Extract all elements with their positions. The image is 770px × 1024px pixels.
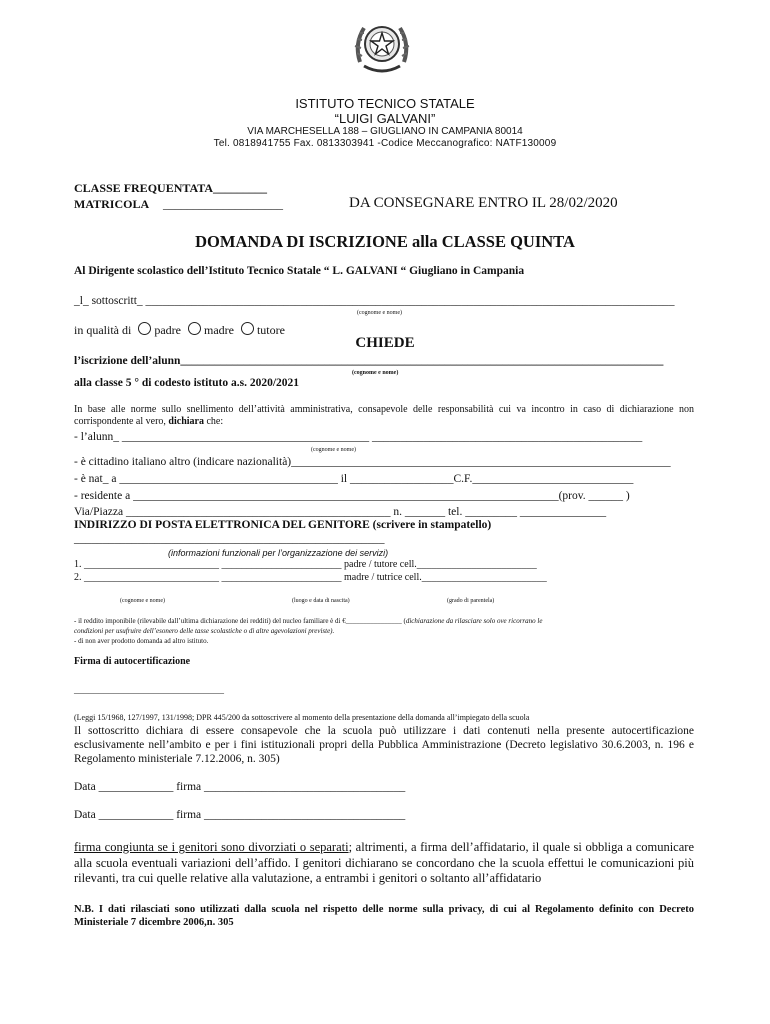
madre-label: madre [203,323,234,337]
student-name-caption: (cognome e nome) [352,370,399,376]
legal-paragraph: Il sottoscritto dichiara di essere consapevole che la scuola può utilizzare i dati contenuti nella presente autocertificazione esclusivamente nell’ambito e per i fini istituzionali propri della Pubblica Amministrazione (Decreto legislativo 30.6.2003, n. 196 e Regolamento ministeriale 7.12.2006, n. 305) [74,725,694,765]
school-type: ISTITUTO TECNICO STATALE [295,96,475,111]
signature-field[interactable]: ______________________________ [74,684,224,695]
parent-birth-caption: (luogo e data di nascita) [292,598,350,604]
date-signature-row-1[interactable]: Data _____________ firma ___________________________________ [74,781,406,793]
deadline-note: DA CONSEGNARE ENTRO IL 28/02/2020 [349,195,618,211]
addressee: Al Dirigente scolastico dell’Istituto Tecnico Statale “ L. GALVANI “ Giugliano in Campania [74,265,525,277]
school-name: “LUIGI GALVANI” [334,111,436,126]
income-line-1[interactable]: - il reddito imponibile (rilevabile dall’ultima dichiarazione dei redditi) del nucleo familiare è di €________________ (dichiarazione da rilasciare solo ove ricorrano le [74,617,543,625]
legal-small: (Leggi 15/1968, 127/1997, 131/1998; DPR 445/200 da sottoscrivere al momento della presentazione della domanda all’impiegato della scuola [74,713,530,722]
birth-field[interactable]: - è nat_ a ______________________________________ il __________________C.F.____________________________ [74,473,634,485]
matricola-label: MATRICOLA [74,197,150,211]
classe-frequentata-field[interactable]: CLASSE FREQUENTATA_________ [74,181,268,195]
matricola-field[interactable]: ____________________ [163,197,283,211]
padre-label: padre [154,323,181,337]
email-heading: INDIRIZZO DI POSTA ELETTRONICA DEL GENITORE (scrivere in stampatello) [74,519,492,531]
padre-radio[interactable] [138,322,151,335]
emblem-icon [350,16,414,76]
parent-row-1[interactable]: 1. ___________________________ ________________________ padre / tutore cell.________________________ [74,559,537,570]
class-line: alla classe 5 ° di codesto istituto a.s. 2020/2021 [74,377,300,389]
declaration-intro: In base alle norme sullo snellimento dell’attività amministrativa, consapevole delle responsabilità cui va incontro in caso di dichiarazione non corrispondente al vero, dichiara che: [74,404,694,427]
date-signature-row-2[interactable]: Data _____________ firma ___________________________________ [74,809,406,821]
citizenship-field[interactable]: - è cittadino italiano altro (indicare nazionalità)__________________________________________________________________ [74,456,671,468]
role-prefix: in qualità di [74,323,132,337]
parent-relation-caption: (grado di parentela) [447,598,495,604]
applicant-name-caption: (cognome e nome) [357,310,402,316]
applicant-name-field[interactable]: _l_ sottoscritt_ ____________________________________________________________________________________________ [74,295,675,307]
privacy-note: N.B. I dati rilasciati sono utilizzati dalla scuola nel rispetto delle norme sulla privacy, di cui al Regolamento definito con Decreto Ministeriale 7 dicembre 2006,n. 305 [74,904,694,928]
parent-name-caption: (cognome e nome) [120,598,165,604]
madre-radio[interactable] [188,322,201,335]
residence-field[interactable]: - residente a __________________________________________________________________________(prov. ______ ) [74,490,630,502]
income-line-3: - di non aver prodotto domanda ad altro istituto. [74,637,209,645]
tutore-radio[interactable] [241,322,254,335]
income-line-2: condizioni per usufruire dell’esonero delle tasse scolastiche o di altre agevolazioni previste). [74,627,335,635]
address-field[interactable]: Via/Piazza ______________________________________________ n. _______ tel. _________ _______________ [74,506,607,518]
joint-signature-note: firma congiunta se i genitori sono divorziati o separati; altrimenti, a firma dell’affidatario, il quale si obbliga a comunicare alla scuola eventuali variazioni dell’affido. I genitori dichiarano se concordano che la scuola effettui le comunicazioni più rilevanti, tra cui quelle relative alla valutazione, a entrambi i genitori o soltanto all’affidatario [74,840,694,885]
tutore-label: tutore [256,323,285,337]
chiede-heading: CHIEDE [355,335,415,351]
email-note: (informazioni funzionali per l’organizzazione dei servizi) [168,548,389,558]
email-field[interactable]: ______________________________________________________ [74,533,385,545]
school-contacts: Tel. 0818941755 Fax. 0813303941 -Codice Meccanografico: NATF130009 [213,138,557,149]
signature-label: Firma di autocertificazione [74,656,191,667]
student-name-field[interactable]: l’iscrizione dell’alunn____________________________________________________________________________________ [74,355,664,367]
parent-row-2[interactable]: 2. ___________________________ ________________________ madre / tutrice cell._________________________ [74,572,547,583]
school-address: VIA MARCHESELLA 188 – GIUGLIANO IN CAMPANIA 80014 [247,126,523,137]
page-title: DOMANDA DI ISCRIZIONE alla CLASSE QUINTA [195,232,575,251]
alunno-name-field[interactable]: - l’alunn_ ___________________________________________ _______________________________________________ [74,431,643,443]
alunno-name-caption: (cognome e nome) [311,447,356,453]
